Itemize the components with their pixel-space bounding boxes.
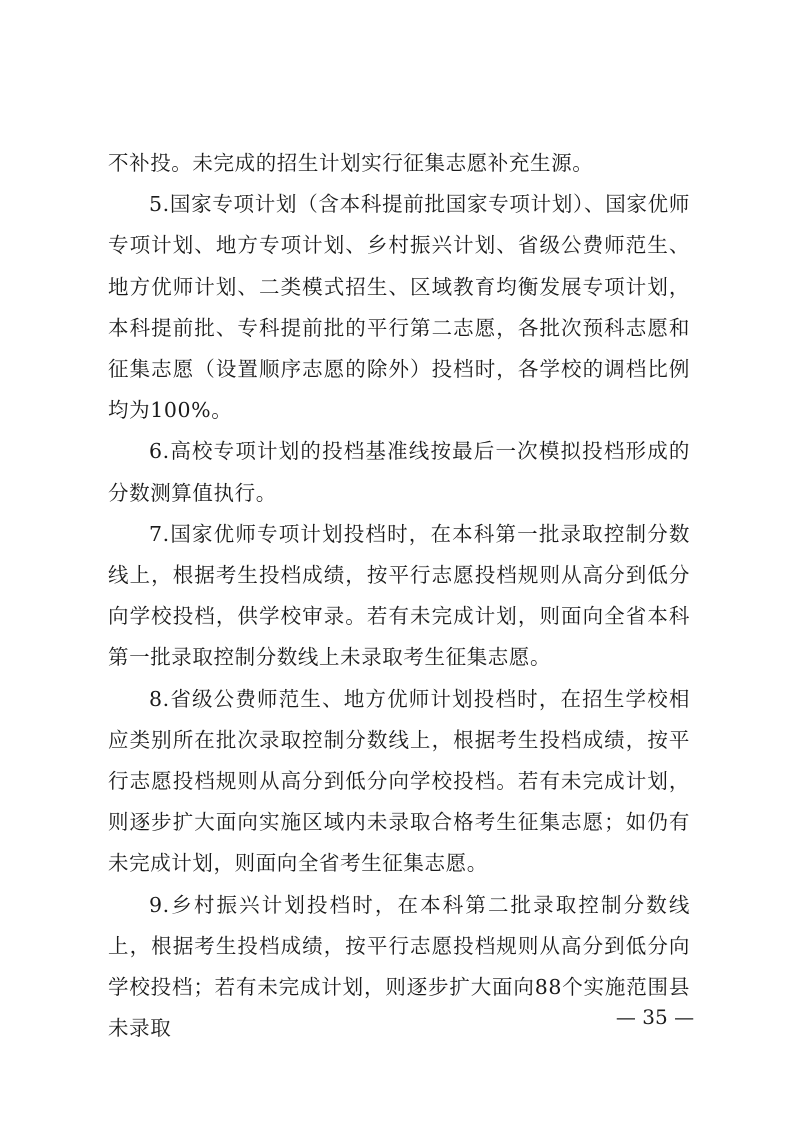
page-number: — 35 — — [615, 1005, 695, 1029]
paragraph-item-7: 7.国家优师专项计划投档时，在本科第一批录取控制分数线上，根据考生投档成绩，按平行志愿投档规则从高分到低分向学校投档，供学校审录。若有未完成计划，则面向全省本科第一批录取控制分数线上未录取考生征集志愿。 — [108, 521, 690, 670]
body-text — [108, 143, 690, 1049]
paragraph-item-8: 8.省级公费师范生、地方优师计划投档时，在招生学校相应类别所在批次录取控制分数线上，根据考生投档成绩，按平行志愿投档规则从高分到低分向学校投档。若有未完成计划，则逐步扩大面向实施区域内未录取合格考生征集志愿；如仍有未完成计划，则面向全省考生征集志愿。 — [108, 686, 690, 876]
paragraph-item-9: 9.乡村振兴计划投档时，在本科第二批录取控制分数线上，根据考生投档成绩，按平行志愿投档规则从高分到低分向学校投档；若有未完成计划，则逐步扩大面向88个实施范围县未录取 — [108, 892, 690, 1041]
paragraph-item-6: 6.高校专项计划的投档基准线按最后一次模拟投档形成的分数测算值执行。 — [108, 439, 690, 505]
paragraph-item-5: 5.国家专项计划（含本科提前批国家专项计划）、国家优师专项计划、地方专项计划、乡村振兴计划、省级公费师范生、地方优师计划、二类模式招生、区域教育均衡发展专项计划，本科提前批、专科提前批的平行第二志愿，各批次预科志愿和征集志愿（设置顺序志愿的除外）投档时，各学校的调档比例均为100%。 — [108, 192, 690, 423]
paragraph-continuation: 不补投。未完成的招生计划实行征集志愿补充生源。 — [108, 151, 594, 175]
